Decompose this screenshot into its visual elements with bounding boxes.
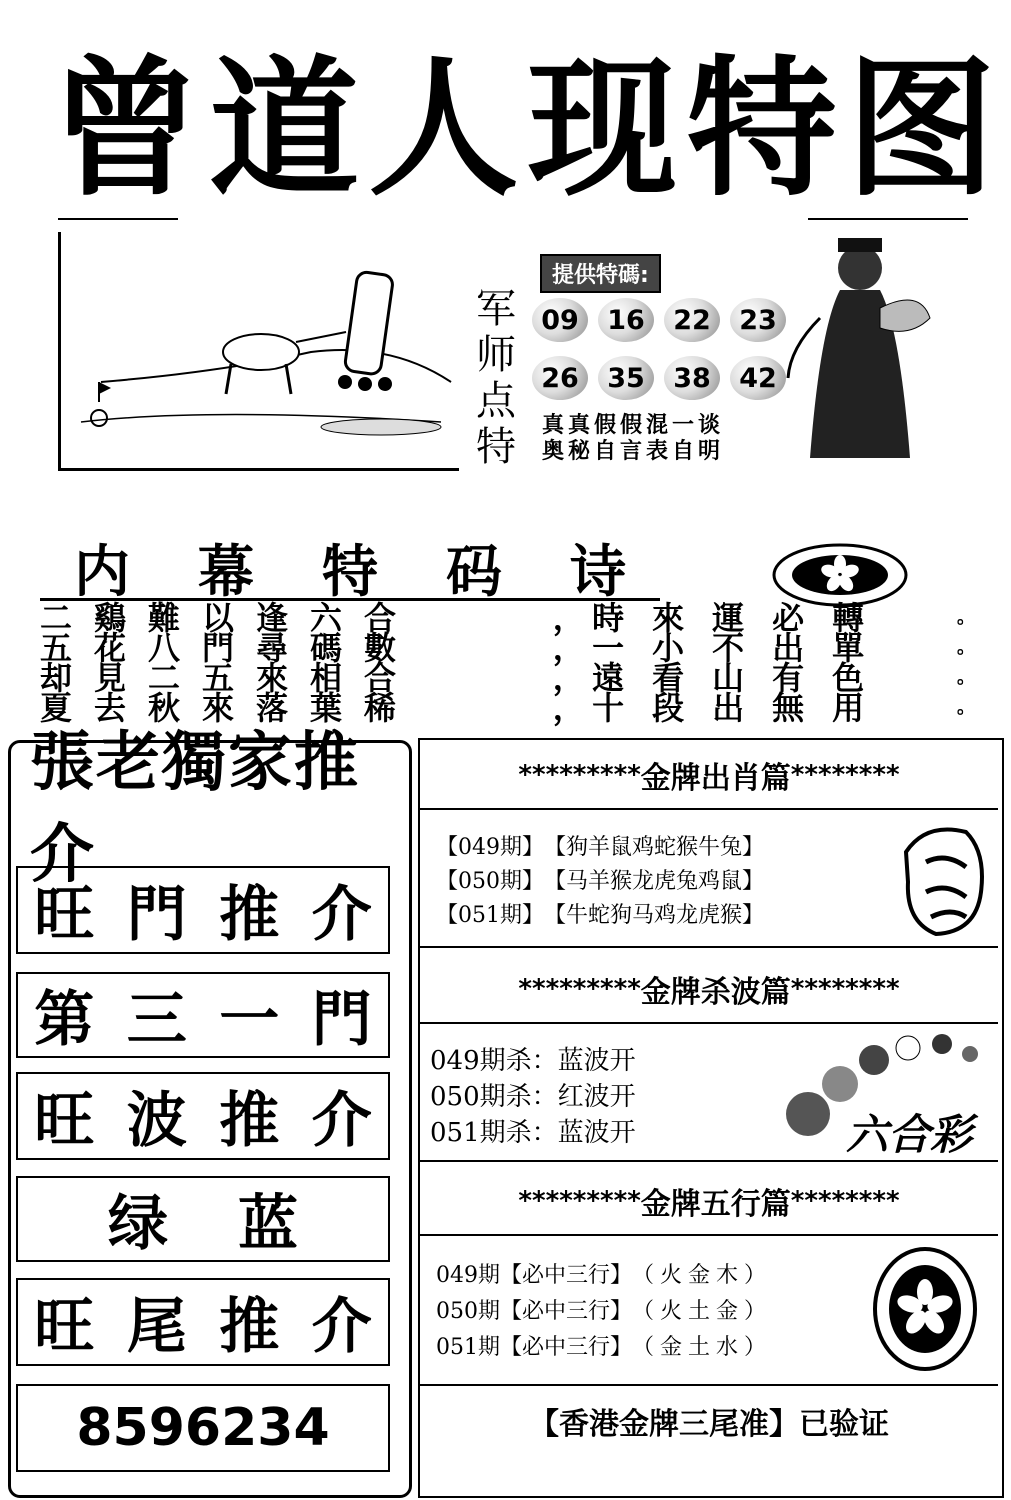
- box-char: 尾: [126, 1292, 187, 1362]
- divider: [420, 1160, 998, 1162]
- wave-row: 050期杀：红波开: [430, 1081, 636, 1112]
- must-hit-tag: 【必中三行】: [500, 1298, 633, 1324]
- poem-title-char: 幕: [198, 540, 254, 605]
- elements: （火土金）: [632, 1298, 773, 1324]
- box-char: 介: [311, 1292, 372, 1362]
- poem-sep: ，: [552, 689, 585, 727]
- ox-cart-illustration: [61, 232, 459, 468]
- verified-footer: 【香港金牌三尾准】已验证: [420, 1384, 998, 1456]
- stars: ********: [790, 974, 900, 1004]
- stars: ********: [790, 760, 900, 790]
- recommend-box: [16, 1072, 390, 1160]
- title-char: 特: [686, 43, 831, 217]
- elements: （火金木）: [632, 1262, 773, 1288]
- provide-code-label: 提供特碼:: [540, 254, 661, 293]
- number-ball: 16: [598, 298, 654, 342]
- recommend-box: [16, 866, 390, 954]
- recommend-box: [16, 1278, 390, 1366]
- title-char: 人: [368, 43, 513, 217]
- title-char: 道: [209, 43, 354, 217]
- must-hit-tag: 【必中三行】: [500, 1262, 633, 1288]
- element-row: [436, 1292, 772, 1326]
- divider: [420, 946, 998, 948]
- title-char: 曾: [50, 43, 195, 217]
- box-char: 介: [311, 880, 372, 950]
- section-header: [420, 956, 998, 1024]
- box-char: 介: [311, 1086, 372, 1156]
- divider: [58, 218, 178, 220]
- number-ball: 26: [532, 356, 588, 400]
- box-char: 推: [219, 1292, 280, 1362]
- strategist-label: [470, 286, 522, 470]
- zodiac-row: [436, 862, 764, 896]
- stars: ********: [790, 1186, 900, 1216]
- box-char: 波: [126, 1086, 187, 1156]
- section-title: 金牌五行篇: [640, 1187, 791, 1222]
- page-title: [50, 40, 990, 220]
- hk-emblem-icon: [870, 1244, 980, 1374]
- label-char: 军: [476, 286, 516, 332]
- mascot-icon: [896, 822, 990, 940]
- panel-header: 張老獨家推介: [30, 726, 360, 892]
- divider: [808, 218, 968, 220]
- poem-sep: ，: [552, 599, 585, 637]
- poem-title-char: 诗: [570, 540, 626, 605]
- poem-title-char: 码: [446, 540, 502, 605]
- mark-six-logo-text: 六合彩: [846, 1110, 973, 1159]
- label-char: 点: [476, 378, 516, 424]
- poem-second-half: 十段出無用: [592, 689, 893, 727]
- element-row: [436, 1328, 772, 1362]
- box-char: 推: [219, 1086, 280, 1156]
- box-char: 門: [311, 985, 372, 1055]
- box-char: 旺: [34, 1292, 95, 1362]
- box-char: 門: [126, 880, 187, 950]
- section-title: 金牌出肖篇: [640, 761, 791, 796]
- box-char: 第: [34, 985, 95, 1055]
- box-char: 蓝: [238, 1189, 298, 1259]
- box-char: 绿: [108, 1189, 168, 1259]
- number-ball: 38: [664, 356, 720, 400]
- issue: 【050期】: [436, 868, 544, 894]
- poem-title-char: 特: [322, 540, 378, 605]
- recommend-box: [16, 1176, 390, 1262]
- poem-sep: ，: [552, 629, 585, 667]
- poem-end: 。: [957, 637, 975, 658]
- number-ball: 22: [664, 298, 720, 342]
- zodiac-list: 【牛蛇狗马鸡龙虎猴】: [544, 902, 765, 928]
- issue: 049期: [436, 1262, 500, 1288]
- section-title: 金牌杀波篇: [640, 975, 791, 1010]
- stars: *********: [518, 760, 641, 790]
- elements: （金土水）: [632, 1334, 773, 1360]
- box-char: 旺: [34, 1086, 95, 1156]
- section-header: [420, 742, 998, 810]
- motto-line: 奥秘自言表自明: [542, 439, 725, 464]
- number-ball: 35: [598, 356, 654, 400]
- poem-end: 。: [957, 667, 975, 688]
- section-header: [420, 1168, 998, 1236]
- code-box: [16, 1384, 390, 1472]
- box-char: 旺: [34, 880, 95, 950]
- poem-end: 。: [957, 607, 975, 628]
- poem-second-half: 遠看山有色: [592, 659, 893, 697]
- label-char: 师: [476, 332, 516, 378]
- poem-sep: ，: [552, 659, 585, 697]
- number-ball: 42: [730, 356, 786, 400]
- box-char: 推: [219, 880, 280, 950]
- poem-second-half: 時來運必轉: [592, 599, 893, 637]
- recommend-code: 8596234: [76, 1398, 330, 1458]
- ox-illustration-frame: [58, 232, 459, 471]
- strategist-figure: [780, 228, 940, 464]
- title-char: 图: [845, 43, 990, 217]
- poem-title-char: 内: [74, 540, 130, 605]
- issue: 【051期】: [436, 902, 544, 928]
- poem-first-half: 却見二五來相合: [40, 659, 419, 697]
- issue: 050期: [436, 1298, 500, 1324]
- issue: 【049期】: [436, 834, 544, 860]
- recommend-box: [16, 972, 390, 1058]
- number-row: [532, 356, 786, 400]
- number-row: [532, 298, 786, 342]
- zodiac-list: 【狗羊鼠鸡蛇猴牛兔】: [544, 834, 765, 860]
- poem-end: 。: [957, 697, 975, 718]
- zodiac-list: 【马羊猴龙虎兔鸡鼠】: [544, 868, 765, 894]
- wave-row: 051期杀：蓝波开: [430, 1117, 636, 1148]
- zodiac-row: [436, 828, 764, 862]
- poem-second-half: 一小不出單: [592, 629, 893, 667]
- box-char: 三: [126, 985, 187, 1055]
- zodiac-row: [436, 896, 764, 930]
- poem-first-half: 二鷄難以逢六合: [40, 599, 419, 637]
- stars: *********: [518, 1186, 641, 1216]
- issue: 051期: [436, 1334, 500, 1360]
- label-char: 特: [476, 424, 516, 470]
- stars: *********: [518, 974, 641, 1004]
- poem-first-half: 夏去秋來落葉稀: [40, 689, 419, 727]
- poem-title: [40, 538, 660, 605]
- title-char: 现: [527, 43, 672, 217]
- must-hit-tag: 【必中三行】: [500, 1334, 633, 1360]
- number-ball: 09: [532, 298, 588, 342]
- poem-first-half: 五花八門尋碼數: [40, 629, 419, 667]
- wave-row: 049期杀：蓝波开: [430, 1045, 636, 1076]
- element-row: [436, 1256, 772, 1290]
- box-char: 一: [219, 985, 280, 1055]
- number-ball: 23: [730, 298, 786, 342]
- motto-line: 真真假假混一谈: [542, 413, 725, 438]
